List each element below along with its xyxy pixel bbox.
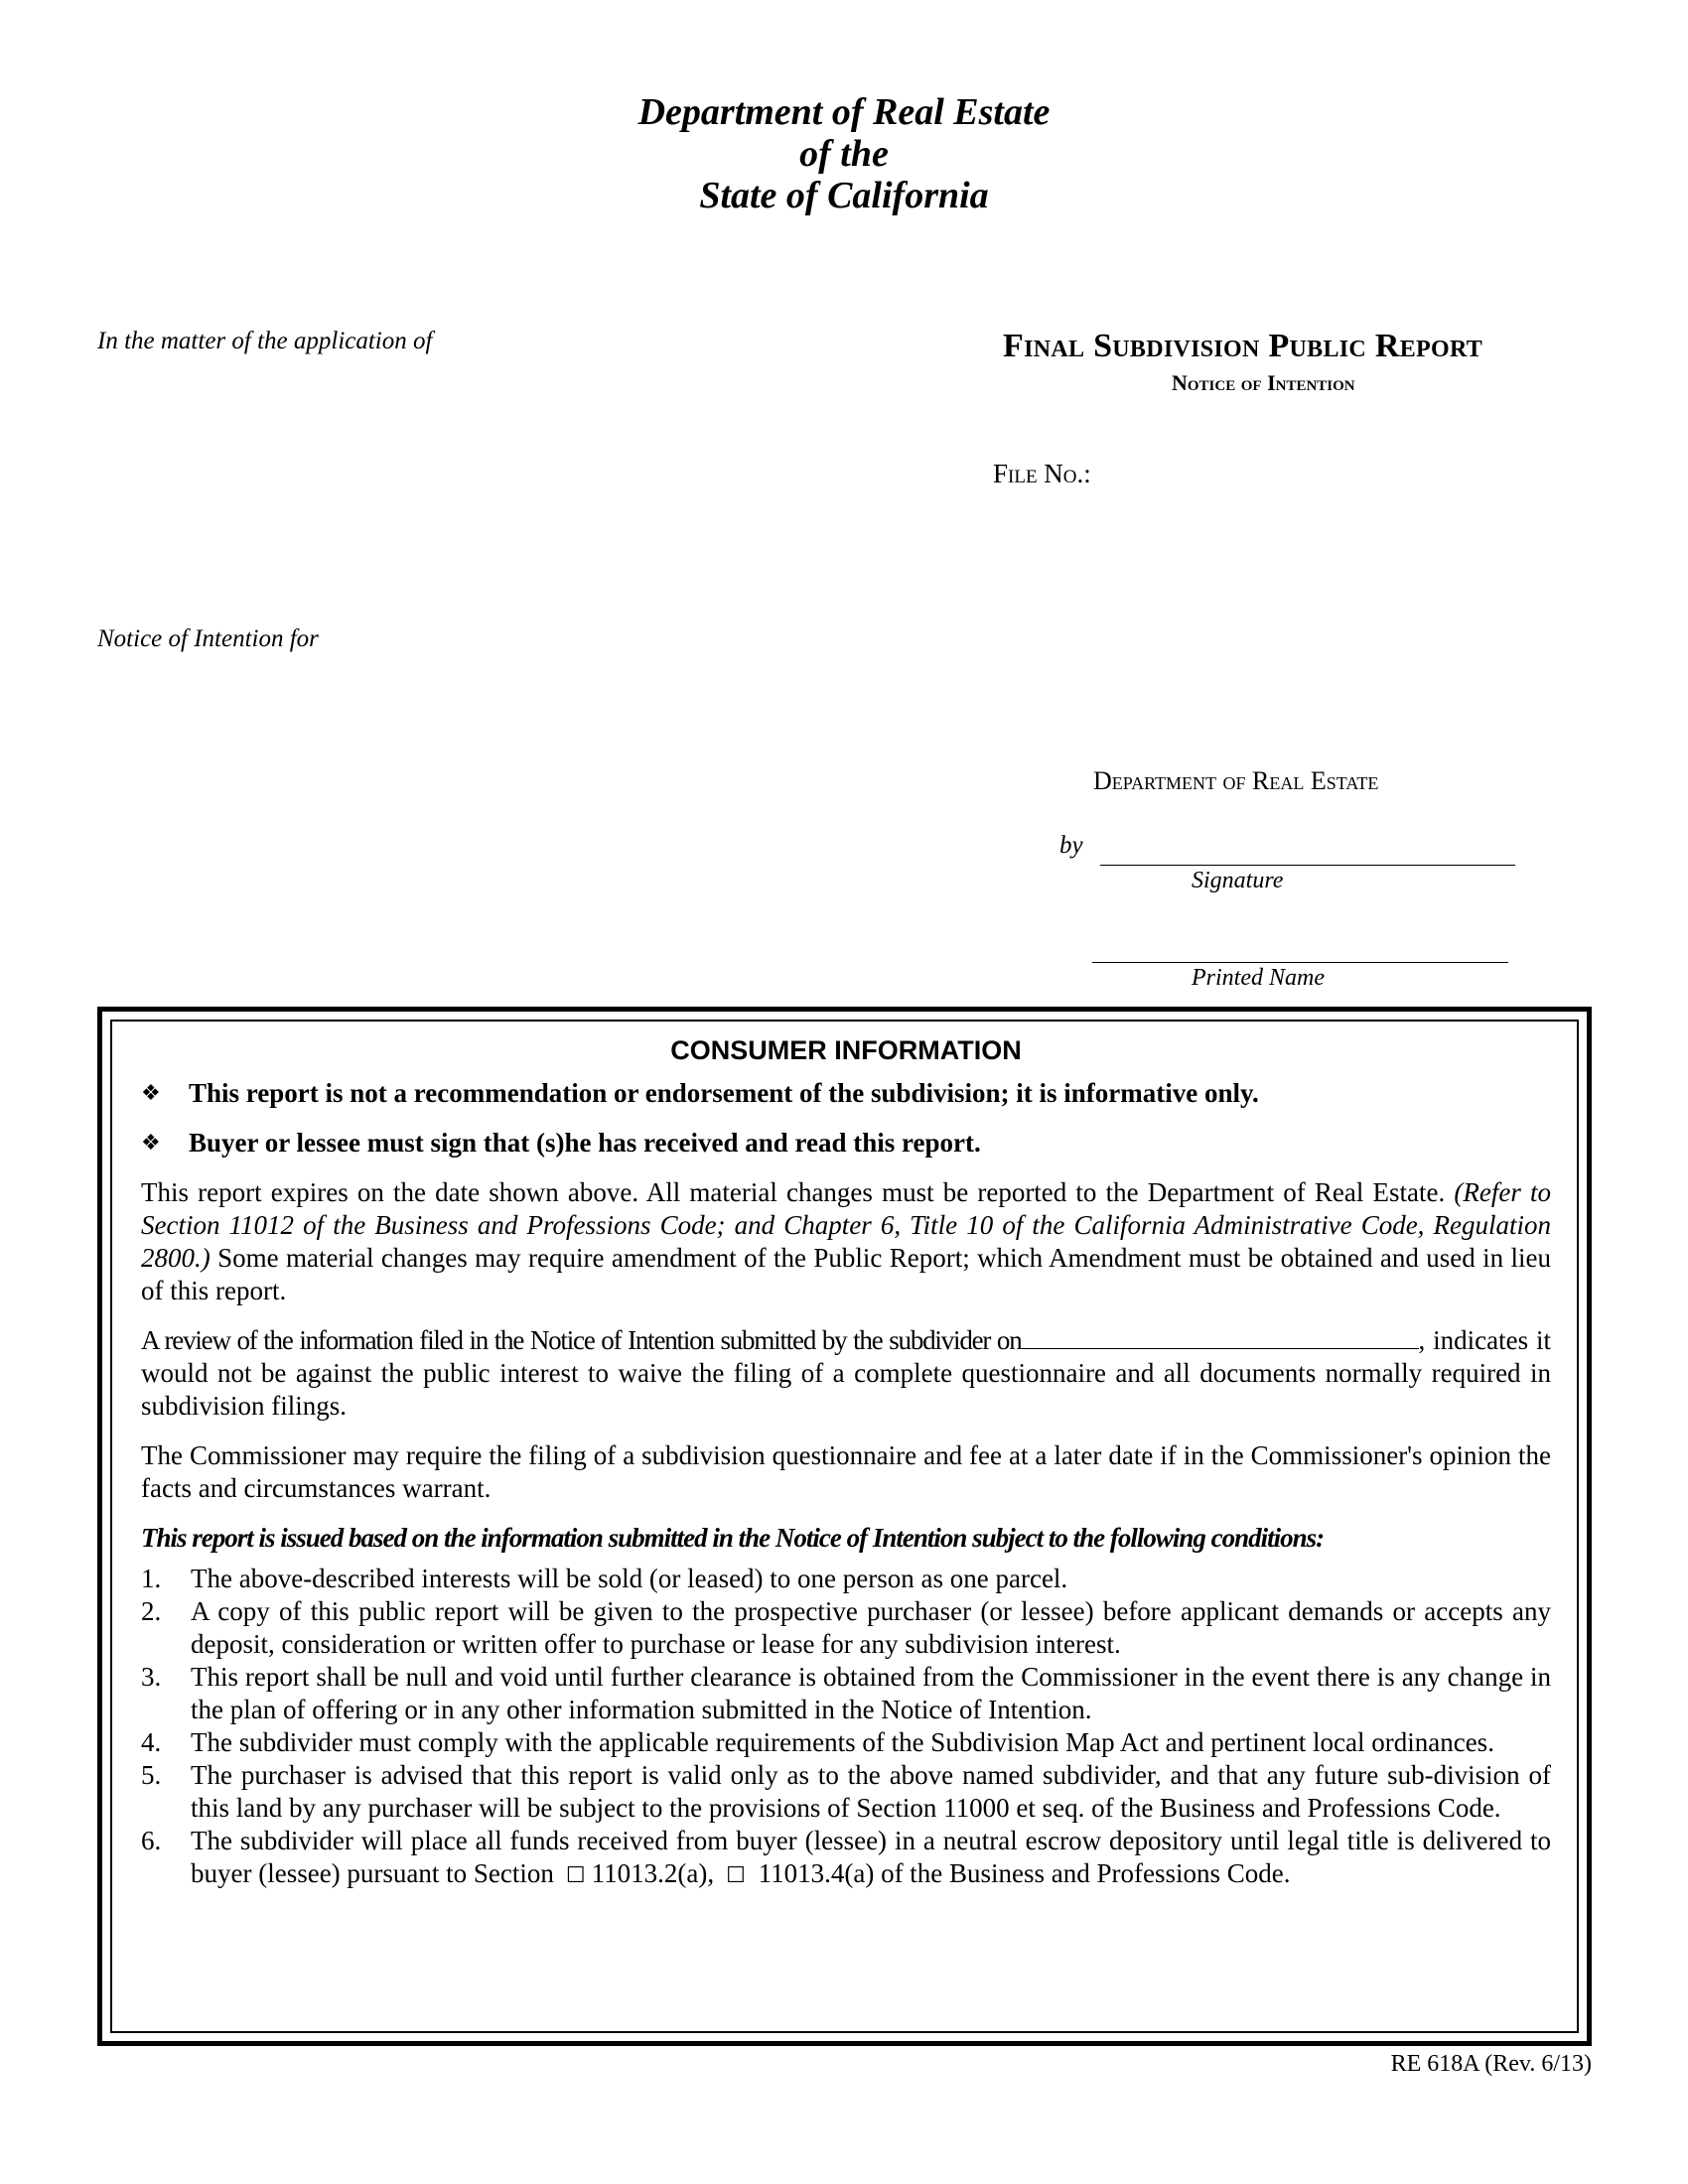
condition-text (191, 1825, 1551, 1892)
condition-number: 2. (141, 1596, 162, 1626)
consumer-info-content (141, 1034, 1551, 1892)
condition-number: 4. (141, 1727, 162, 1757)
report-title: Final Subdivision Public Report (1003, 328, 1483, 364)
form-id: RE 618A (Rev. 6/13) (1390, 2051, 1592, 2077)
printed-name-label: Printed Name (1192, 965, 1325, 991)
bullet-item (141, 1127, 1551, 1160)
condition-text: The above-described interests will be sold (or leased) to one person as one parcel. (191, 1564, 1068, 1593)
title-line-1: Department of Real Estate (637, 91, 1051, 133)
bullet-text: Buyer or lessee must sign that (s)he has received and read this report. (189, 1128, 981, 1158)
condition6-text-b: of the Business and Professions Code. (874, 1858, 1291, 1888)
bullet-item (141, 1077, 1551, 1110)
conditions-heading: This report is issued based on the information submitted in the Notice of Intention subject to the following conditions: (141, 1523, 1325, 1553)
condition-item (141, 1595, 1551, 1661)
noi-label: Notice of Intention for (97, 625, 319, 652)
bullet-text: This report is not a recommendation or endorsement of the subdivision; it is informative only. (189, 1078, 1259, 1108)
condition-item (141, 1726, 1551, 1759)
condition-item (141, 1759, 1551, 1825)
condition-item (141, 1825, 1551, 1892)
review-paragraph (141, 1324, 1551, 1423)
checkbox-11013-2a[interactable]: ☐ (565, 1863, 586, 1888)
condition-number: 3. (141, 1662, 162, 1692)
option-11013-4a-label: 11013.4(a) (758, 1858, 875, 1888)
page-title (0, 91, 1688, 216)
option-11013-2a-label: 11013.2(a), (591, 1858, 715, 1888)
title-line-2: of the (799, 133, 889, 175)
p2-text: A review of the information filed in the Notice of Intention submitted by the subdivider on (141, 1325, 1022, 1355)
signature-line[interactable] (1100, 865, 1515, 866)
condition-number: 1. (141, 1564, 162, 1593)
p2-text-b: , indicates it would not be against the public interest to waive the filing of a complete questionnaire and all documents normally required in subdivision filings. (141, 1325, 1552, 1421)
p1-text: This report expires on the date shown above. All material changes must be reported to the Department of Real Estate. (141, 1177, 1455, 1207)
report-subtitle: Notice of Intention (1172, 370, 1355, 395)
consumer-info-heading: CONSUMER INFORMATION (670, 1035, 1022, 1065)
printed-name-line[interactable] (1092, 962, 1508, 963)
matter-label: In the matter of the application of (97, 328, 433, 354)
condition-text: The subdivider must comply with the applicable requirements of the Subdivision Map Act and pertinent local ordinances. (191, 1727, 1494, 1757)
commissioner-paragraph: The Commissioner may require the filing of a subdivision questionnaire and fee at a later date if in the Commissioner's opinion the facts and circumstances warrant. (141, 1440, 1551, 1503)
diamond-bullet-icon: ❖ (141, 1081, 161, 1106)
condition-item (141, 1661, 1551, 1726)
diamond-bullet-icon: ❖ (141, 1131, 161, 1156)
condition-text: This report shall be null and void until further clearance is obtained from the Commissioner in the event there is any change in the plan of offering or in any other information submitted in the Notice of Intention. (191, 1662, 1551, 1724)
p1-reference: (Refer to Section 11012 of the Business and Professions Code; and Chapter 6, Title 10 of the California Administrative Code, Regulation 2800.) (141, 1177, 1551, 1273)
title-line-3: State of California (699, 175, 989, 216)
by-label: by (1059, 832, 1083, 859)
file-no-label: File No.: (993, 459, 1091, 488)
condition-item (141, 1563, 1551, 1595)
condition-text: The purchaser is advised that this report is valid only as to the above named subdivider, and that any future sub-division of this land by any purchaser will be subject to the provisions of Section 11000 et seq. of the Business and Professions Code. (191, 1760, 1551, 1823)
checkbox-11013-4a[interactable]: ☐ (726, 1863, 746, 1888)
conditions-list (141, 1563, 1551, 1892)
condition6-text: The subdivider will place all funds received from buyer (lessee) in a neutral escrow depository until legal title is delivered to buyer (lessee) pursuant to Section (191, 1826, 1551, 1888)
submission-date-field[interactable] (1022, 1328, 1419, 1349)
p1-text-b: Some material changes may require amendment of the Public Report; which Amendment must be obtained and used in lieu of this report. (141, 1243, 1551, 1305)
condition-number: 6. (141, 1826, 162, 1855)
condition-text: A copy of this public report will be given to the prospective purchaser (or lessee) before applicant demands or accepts any deposit, consideration or written offer to purchase or lease for any subdivision interest. (191, 1596, 1551, 1659)
expiry-paragraph (141, 1176, 1551, 1307)
signature-label: Signature (1192, 868, 1284, 893)
condition-number: 5. (141, 1760, 162, 1790)
department-label: Department of Real Estate (1093, 766, 1379, 795)
